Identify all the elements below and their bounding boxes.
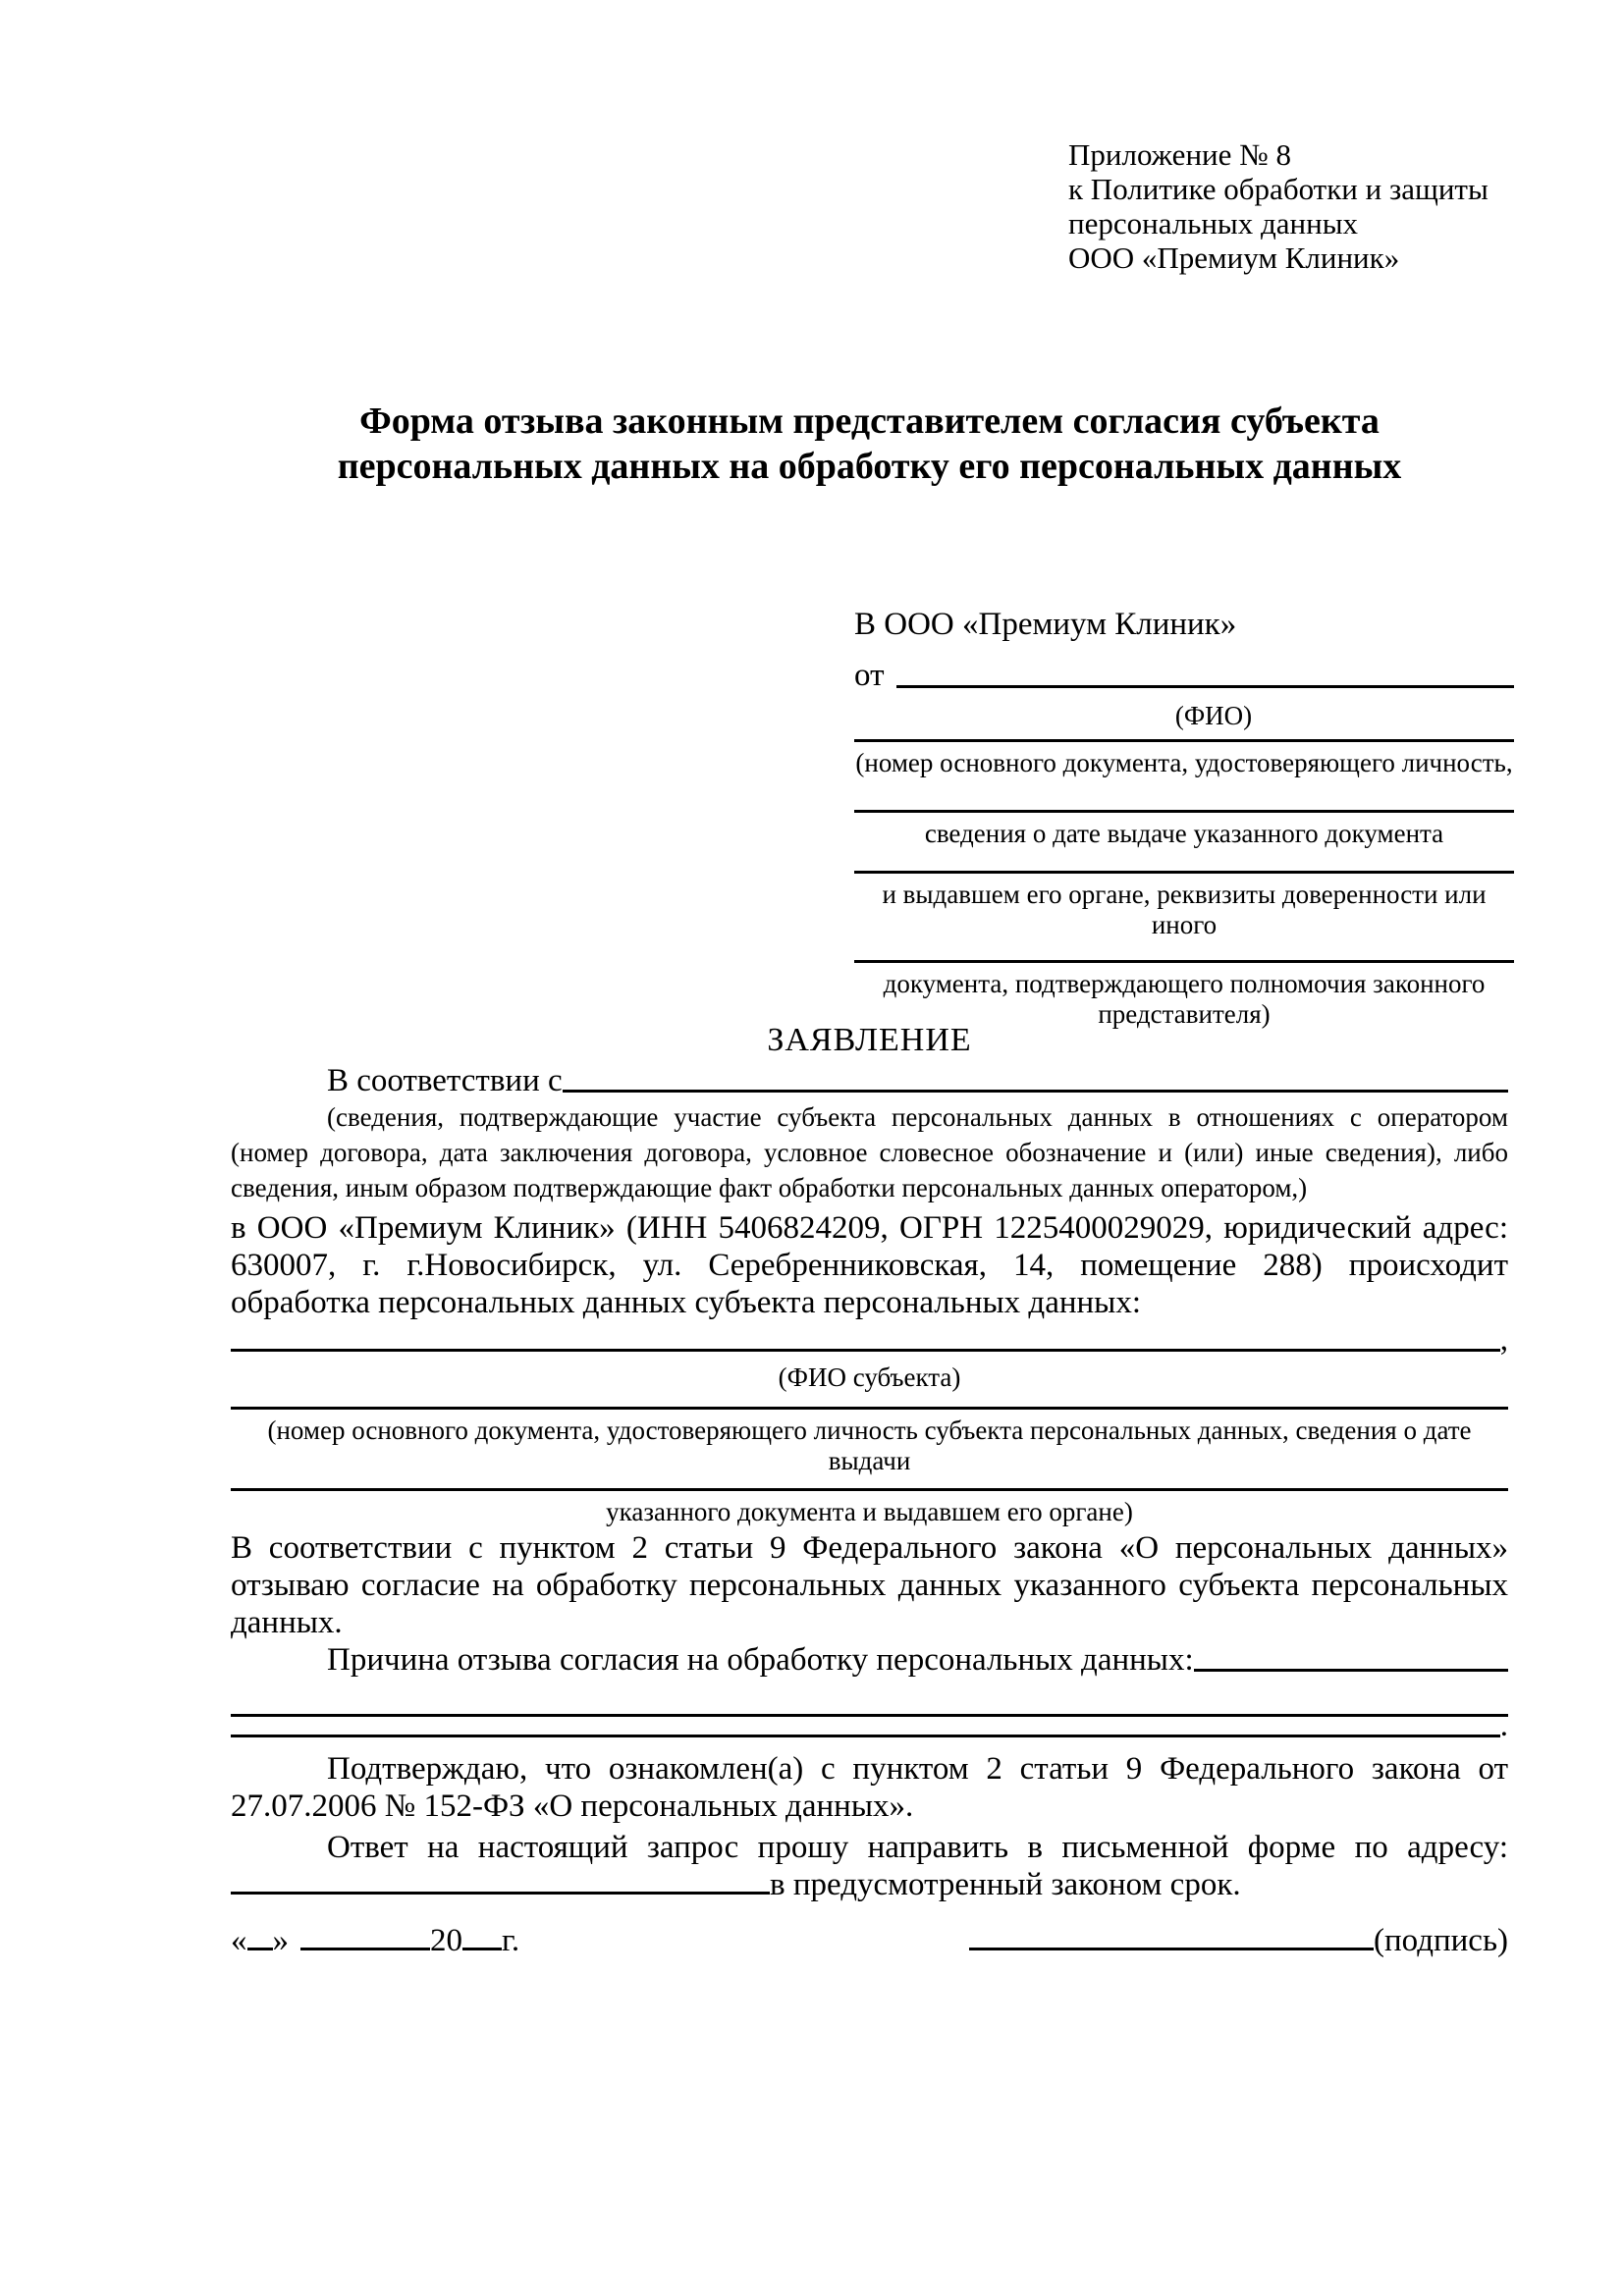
date-group [231,1922,519,1959]
addressee-block [854,605,1514,1030]
from-row [854,652,1514,695]
reason-field-line [1194,1669,1508,1672]
appendix-note-line: к Политике обработки и защиты [1068,172,1489,206]
accordance-prefix: В соответствии с [327,1063,563,1098]
subject-document-caption: указанного документа и выдавшем его органе) [606,1497,1133,1526]
reply-paragraph-prefix: Ответ на настоящий запрос прошу направить в письменной форме по адресу: [327,1830,1508,1865]
date-quote-close: » [272,1923,289,1958]
confirm-paragraph: Подтверждаю, что ознакомлен(а) с пунктом 2 статьи 9 Федерального закона от 27.07.2006 № 152-ФЗ «О персональных данных». [231,1751,1508,1824]
year-field-line [462,1946,502,1950]
document-field-caption: документа, подтверждающего полномочия законного представителя) [883,969,1486,1029]
addressee-org: В ООО «Премиум Клиник» [854,607,1237,642]
appendix-note-line: персональных данных [1068,206,1359,240]
appendix-note-line: Приложение № 8 [1068,137,1291,172]
operator-paragraph: в ООО «Премиум Клиник» (ИНН 5406824209, ОГРН 1225400029029, юридический адрес: 630007, г. г.Новосибирск, ул. Серебренниковская, 14, помещение 288) происходит обработка персональных данных субъекта персональных данных: [231,1210,1508,1320]
subject-line-comma: , [1499,1322,1508,1358]
document-field-line [854,731,1514,742]
fine-print: (сведения, подтверждающие участие субъекта персональных данных в отношениях с оператором (номер договора, дата заключения договора, условное словесное обозначение и (или) иные сведения), либо сведения, иным образом подтверждающие факт обработки персональных данных оператором,) [231,1102,1508,1202]
document-field-line [854,940,1514,963]
signature-group [969,1922,1508,1959]
fio-caption: (ФИО) [1174,701,1253,730]
document-field-caption: (номер основного документа, удостоверяющего личность, [855,748,1513,777]
reply-paragraph-line2 [231,1866,1508,1903]
reason-prefix: Причина отзыва согласия на обработку персональных данных: [327,1642,1194,1678]
subject-fio-caption: (ФИО субъекта) [778,1362,961,1392]
reason-row-end [231,1707,1508,1744]
date-quote-open: « [231,1923,247,1958]
fio-field-line [896,685,1515,688]
subject-document-field-line [231,1476,1508,1491]
withdrawal-paragraph: В соответствии с пунктом 2 статьи 9 Федерального закона «О персональных данных» отзываю согласие на обработку персональных данных указанного субъекта персональных данных. [231,1530,1508,1640]
reason-row [231,1641,1508,1679]
accordance-row [231,1062,1508,1099]
reply-paragraph-suffix: в предусмотренный законом срок. [770,1867,1241,1902]
appendix-note-line: ООО «Премиум Клиник» [1068,240,1400,275]
reply-address-field-line [231,1890,770,1895]
subject-fio-field-line [231,1349,1500,1352]
day-field-line [247,1946,273,1950]
subject-document-field-line [231,1393,1508,1410]
document-title-line: Форма отзыва законным представителем согласия субъекта [359,400,1380,442]
document-field-line [854,849,1514,874]
year-prefix: 20 [430,1923,462,1958]
reason-line-period: . [1499,1708,1508,1743]
subject-document-caption: (номер основного документа, удостоверяющего личность субъекта персональных данных, сведения о дате выдачи [267,1415,1472,1475]
footer-row [231,1922,1508,1959]
subject-fio-row [231,1321,1508,1359]
document-field-caption: сведения о дате выдаче указанного документа [924,819,1444,848]
document-field-line [854,778,1514,813]
appendix-note [1068,137,1489,275]
year-suffix: г. [502,1923,520,1958]
reason-field-line-3 [231,1735,1500,1737]
signature-caption: (подпись) [1374,1923,1508,1958]
from-label: от [854,658,885,693]
month-field-line [300,1946,430,1950]
signature-field-line [969,1946,1374,1950]
accordance-field-line [563,1090,1508,1093]
document-title-line: персональных данных на обработку его персональных данных [337,446,1402,487]
statement-body [231,1062,1508,1903]
statement-heading: ЗАЯВЛЕНИЕ [767,1022,972,1058]
document-field-caption: и выдавшем его органе, реквизиты доверенности или иного [882,880,1487,939]
document-title [231,399,1508,489]
